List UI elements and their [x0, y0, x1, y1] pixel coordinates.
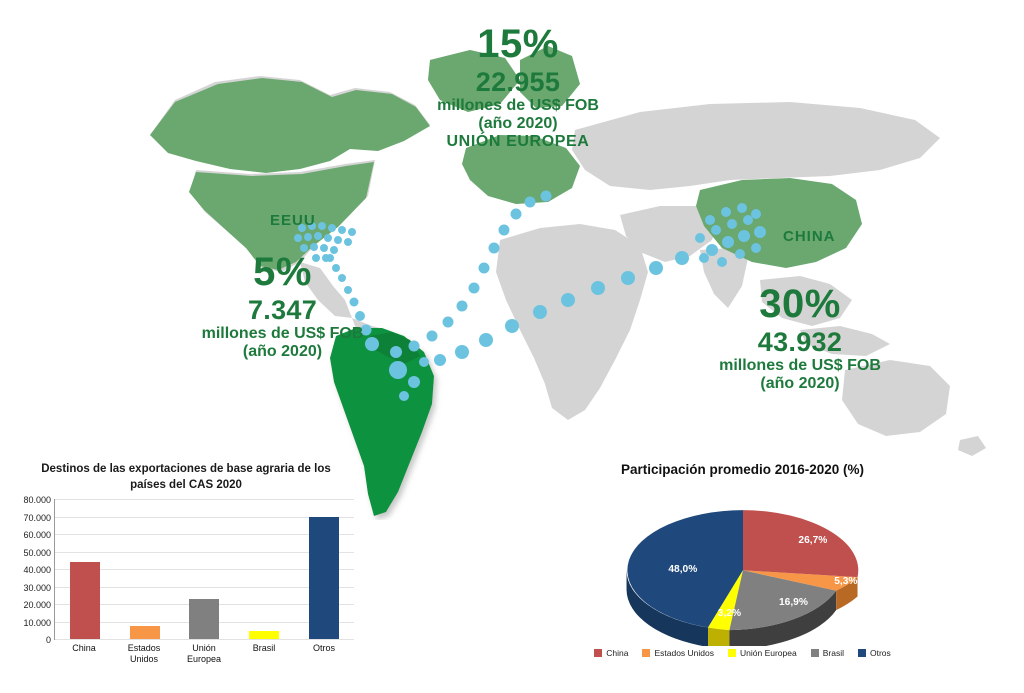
legend-label: China	[606, 648, 629, 658]
grid-line	[45, 635, 354, 646]
pie-label-brasil: 3,2%	[717, 607, 741, 619]
y-tick: 50.000	[23, 547, 51, 558]
legend-swatch-icon	[642, 649, 650, 657]
pie-chart	[470, 462, 1015, 687]
x-label-union-europea: Unión Europea	[186, 643, 222, 664]
callout-region: UNIÓN EUROPEA	[446, 132, 590, 150]
bar-chart-title: Destinos de las exportaciones de base agraria de los países del CAS 2020	[41, 463, 331, 491]
callout-amount: 43.932	[757, 326, 843, 357]
pie-label-china: 26,7%	[797, 535, 827, 547]
bar-otros[interactable]	[309, 517, 339, 640]
legend-item-china[interactable]	[594, 648, 628, 658]
y-tick: 0	[45, 635, 51, 646]
callout-amount: 22.955	[475, 66, 561, 97]
pie-label-union-europea: 16,9%	[778, 597, 808, 609]
pie-chart-stage	[470, 481, 1015, 646]
legend-label: Otros	[869, 648, 891, 658]
callout-pct: 15%	[477, 22, 559, 66]
bar-series	[55, 499, 354, 639]
callout-unit: millones de US$ FOB	[719, 357, 881, 375]
y-tick: 60.000	[23, 530, 51, 541]
legend-swatch-icon	[811, 649, 819, 657]
legend-label: Unión Europea	[740, 648, 797, 658]
callout-china	[700, 282, 900, 393]
y-tick: 40.000	[23, 565, 51, 576]
x-label-china: China	[72, 643, 96, 654]
map-label-eeuu: EEUU	[270, 212, 316, 229]
legend-swatch-icon	[728, 649, 736, 657]
bar-chart	[10, 462, 362, 682]
legend-swatch-icon	[594, 649, 602, 657]
y-tick: 10.000	[23, 617, 51, 628]
callout-unit: millones de US$ FOB	[437, 97, 599, 115]
pie-label-otros: 48,0%	[667, 564, 697, 576]
legend-item-union-europea[interactable]	[728, 648, 797, 658]
bar-slot	[299, 499, 350, 639]
bar-estados-unidos[interactable]	[130, 626, 160, 639]
legend-swatch-icon	[858, 649, 866, 657]
bar-slot	[239, 499, 290, 639]
callout-pct: 5%	[253, 250, 312, 294]
callout-year: (año 2020)	[242, 342, 323, 360]
callout-year: (año 2020)	[760, 374, 840, 392]
legend-item-otros[interactable]	[858, 648, 891, 658]
bar-chart-plot	[23, 495, 354, 646]
y-tick: 30.000	[23, 582, 51, 593]
callout-amount: 7.347	[247, 294, 318, 325]
legend-label: Estados Unidos	[654, 648, 714, 658]
pie-chart-title: Participación promedio 2016-2020 (%)	[620, 462, 865, 477]
y-tick: 20.000	[23, 600, 51, 611]
legend-item-estados-unidos[interactable]	[642, 648, 714, 658]
callout-eeuu	[185, 250, 380, 361]
legend-item-brasil[interactable]	[811, 648, 844, 658]
callout-pct: 30%	[759, 282, 841, 326]
x-label-otros: Otros	[312, 643, 335, 654]
y-tick: 80.000	[23, 495, 51, 506]
x-label-brasil: Brasil	[252, 643, 276, 654]
pie-legend	[470, 648, 1015, 658]
bar-slot	[119, 499, 170, 639]
map-label-china: CHINA	[783, 228, 836, 245]
bar-x-axis	[54, 643, 354, 665]
callout-union-europea	[418, 22, 618, 151]
callout-year: (año 2020)	[478, 114, 558, 132]
bar-brasil[interactable]	[249, 631, 279, 639]
pie-label-estados-unidos: 5,3%	[833, 575, 857, 587]
bar-china[interactable]	[70, 562, 100, 639]
bar-slot	[179, 499, 230, 639]
y-tick: 70.000	[23, 512, 51, 523]
legend-label: Brasil	[822, 648, 844, 658]
x-label-estados-unidos: Estados Unidos	[127, 643, 161, 664]
callout-unit: millones de US$ FOB	[201, 325, 364, 343]
bar-slot	[59, 499, 110, 639]
bar-union-europea[interactable]	[189, 599, 219, 639]
